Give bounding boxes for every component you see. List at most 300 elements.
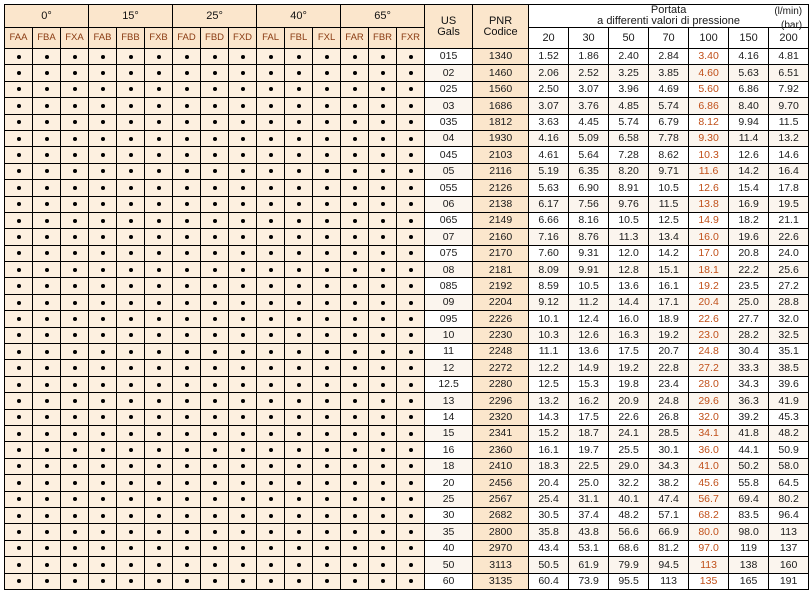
availability-dot-cell xyxy=(397,311,425,327)
availability-dot-cell xyxy=(369,344,397,360)
dot-icon xyxy=(325,153,329,157)
dot-icon xyxy=(45,104,49,108)
dot-icon xyxy=(381,579,385,583)
dot-icon xyxy=(409,186,413,190)
availability-dot-cell xyxy=(145,262,173,278)
flow-cell-100bar: 13.8 xyxy=(689,196,729,212)
nozzle-flow-table xyxy=(4,4,809,590)
dot-icon xyxy=(409,530,413,534)
flow-cell-30bar: 17.5 xyxy=(569,409,609,425)
flow-cell-200bar: 27.2 xyxy=(769,278,809,294)
flow-cell-20bar: 8.09 xyxy=(529,262,569,278)
dot-icon xyxy=(185,87,189,91)
flow-cell-200bar: 58.0 xyxy=(769,458,809,474)
availability-dot-cell xyxy=(173,442,201,458)
dot-icon xyxy=(269,235,273,239)
availability-dot-cell xyxy=(341,376,369,392)
dot-icon xyxy=(381,235,385,239)
dot-icon xyxy=(129,120,133,124)
availability-dot-cell xyxy=(61,212,89,228)
dot-icon xyxy=(17,481,21,485)
availability-dot-cell xyxy=(33,163,61,179)
table-row xyxy=(5,540,809,556)
dot-icon xyxy=(129,153,133,157)
flow-cell-70bar: 12.5 xyxy=(649,212,689,228)
availability-dot-cell xyxy=(397,49,425,65)
dot-icon xyxy=(241,120,245,124)
dot-icon xyxy=(241,251,245,255)
availability-dot-cell xyxy=(397,376,425,392)
availability-dot-cell xyxy=(313,475,341,491)
flow-cell-50bar: 10.5 xyxy=(609,212,649,228)
availability-dot-cell xyxy=(117,294,145,310)
availability-dot-cell xyxy=(285,196,313,212)
flow-cell-100bar: 56.7 xyxy=(689,491,729,507)
flow-cell-50bar: 29.0 xyxy=(609,458,649,474)
dot-icon xyxy=(45,514,49,518)
dot-icon xyxy=(45,120,49,124)
pressure-header-200: 200 xyxy=(769,28,809,49)
dot-icon xyxy=(101,383,105,387)
flow-cell-20bar: 3.07 xyxy=(529,98,569,114)
code-FAA: FAA xyxy=(5,28,33,49)
availability-dot-cell xyxy=(5,278,33,294)
dot-icon xyxy=(157,202,161,206)
availability-dot-cell xyxy=(61,458,89,474)
availability-dot-cell xyxy=(145,114,173,130)
dot-icon xyxy=(325,317,329,321)
dot-icon xyxy=(73,137,77,141)
dot-icon xyxy=(45,579,49,583)
flow-cell-150bar: 39.2 xyxy=(729,409,769,425)
availability-dot-cell xyxy=(117,278,145,294)
dot-icon xyxy=(269,448,273,452)
availability-dot-cell xyxy=(173,180,201,196)
dot-icon xyxy=(269,497,273,501)
flow-cell-70bar: 10.5 xyxy=(649,180,689,196)
dot-icon xyxy=(73,563,77,567)
dot-icon xyxy=(45,284,49,288)
pnr-code-cell: 1812 xyxy=(473,114,529,130)
availability-dot-cell xyxy=(201,245,229,261)
dot-icon xyxy=(325,530,329,534)
flow-cell-150bar: 28.2 xyxy=(729,327,769,343)
pnr-code-cell: 2970 xyxy=(473,540,529,556)
dot-icon xyxy=(45,399,49,403)
dot-icon xyxy=(353,55,357,59)
flow-cell-150bar: 33.3 xyxy=(729,360,769,376)
us-gals-cell: 065 xyxy=(425,212,473,228)
dot-icon xyxy=(213,514,217,518)
dot-icon xyxy=(381,251,385,255)
flow-cell-150bar: 12.6 xyxy=(729,147,769,163)
dot-icon xyxy=(129,432,133,436)
availability-dot-cell xyxy=(145,344,173,360)
availability-dot-cell xyxy=(257,294,285,310)
dot-icon xyxy=(353,350,357,354)
availability-dot-cell xyxy=(61,180,89,196)
flow-cell-50bar: 3.25 xyxy=(609,65,649,81)
dot-icon xyxy=(241,186,245,190)
dot-icon xyxy=(129,366,133,370)
dot-icon xyxy=(353,104,357,108)
flow-cell-200bar: 137 xyxy=(769,540,809,556)
availability-dot-cell xyxy=(5,212,33,228)
dot-icon xyxy=(73,186,77,190)
availability-dot-cell xyxy=(257,81,285,97)
flow-cell-150bar: 69.4 xyxy=(729,491,769,507)
dot-icon xyxy=(353,579,357,583)
dot-icon xyxy=(325,366,329,370)
dot-icon xyxy=(17,514,21,518)
availability-dot-cell xyxy=(313,278,341,294)
availability-dot-cell xyxy=(369,262,397,278)
dot-icon xyxy=(45,268,49,272)
dot-icon xyxy=(45,497,49,501)
availability-dot-cell xyxy=(285,475,313,491)
dot-icon xyxy=(157,169,161,173)
flow-cell-30bar: 6.90 xyxy=(569,180,609,196)
dot-icon xyxy=(185,530,189,534)
dot-icon xyxy=(381,301,385,305)
availability-dot-cell xyxy=(117,147,145,163)
dot-icon xyxy=(185,202,189,206)
flow-cell-30bar: 16.2 xyxy=(569,393,609,409)
availability-dot-cell xyxy=(89,327,117,343)
dot-icon xyxy=(45,481,49,485)
dot-icon xyxy=(213,120,217,124)
us-gals-cell: 11 xyxy=(425,344,473,360)
dot-icon xyxy=(185,415,189,419)
availability-dot-cell xyxy=(201,507,229,523)
availability-dot-cell xyxy=(145,458,173,474)
availability-dot-cell xyxy=(369,393,397,409)
flow-cell-70bar: 19.2 xyxy=(649,327,689,343)
availability-dot-cell xyxy=(61,245,89,261)
dot-icon xyxy=(213,383,217,387)
dot-icon xyxy=(409,333,413,337)
availability-dot-cell xyxy=(397,393,425,409)
availability-dot-cell xyxy=(229,114,257,130)
code-FBB: FBB xyxy=(117,28,145,49)
availability-dot-cell xyxy=(61,294,89,310)
availability-dot-cell xyxy=(397,65,425,81)
table-row xyxy=(5,491,809,507)
dot-icon xyxy=(325,251,329,255)
availability-dot-cell xyxy=(257,475,285,491)
dot-icon xyxy=(325,481,329,485)
availability-dot-cell xyxy=(89,65,117,81)
dot-icon xyxy=(241,71,245,75)
pnr-code-cell: 1560 xyxy=(473,81,529,97)
table-row xyxy=(5,442,809,458)
availability-dot-cell xyxy=(61,442,89,458)
availability-dot-cell xyxy=(145,65,173,81)
availability-dot-cell xyxy=(341,229,369,245)
flow-cell-200bar: 39.6 xyxy=(769,376,809,392)
dot-icon xyxy=(269,383,273,387)
dot-icon xyxy=(17,432,21,436)
table-row xyxy=(5,163,809,179)
dot-icon xyxy=(409,71,413,75)
availability-dot-cell xyxy=(173,196,201,212)
dot-icon xyxy=(17,415,21,419)
dot-icon xyxy=(101,153,105,157)
availability-dot-cell xyxy=(341,180,369,196)
availability-dot-cell xyxy=(369,360,397,376)
availability-dot-cell xyxy=(341,196,369,212)
us-gals-cell: 07 xyxy=(425,229,473,245)
portata-header xyxy=(529,4,809,31)
dot-icon xyxy=(129,284,133,288)
flow-cell-20bar: 1.52 xyxy=(529,49,569,65)
availability-dot-cell xyxy=(341,130,369,146)
portata-subtitle: a differenti valori di pressione xyxy=(597,15,741,27)
table-row xyxy=(5,196,809,212)
dot-icon xyxy=(157,333,161,337)
dot-icon xyxy=(73,317,77,321)
dot-icon xyxy=(129,530,133,534)
dot-icon xyxy=(17,383,21,387)
pnr-code-cell: 1930 xyxy=(473,130,529,146)
dot-icon xyxy=(17,546,21,550)
dot-icon xyxy=(45,464,49,468)
availability-dot-cell xyxy=(397,229,425,245)
dot-icon xyxy=(213,464,217,468)
us-gals-cell: 40 xyxy=(425,540,473,556)
pnr-code-cell: 1460 xyxy=(473,65,529,81)
dot-icon xyxy=(101,137,105,141)
availability-dot-cell xyxy=(33,130,61,146)
availability-dot-cell xyxy=(173,524,201,540)
flow-cell-150bar: 34.3 xyxy=(729,376,769,392)
us-gals-cell: 095 xyxy=(425,311,473,327)
availability-dot-cell xyxy=(173,212,201,228)
code-FXD: FXD xyxy=(229,28,257,49)
dot-icon xyxy=(101,448,105,452)
dot-icon xyxy=(409,55,413,59)
availability-dot-cell xyxy=(341,442,369,458)
availability-dot-cell xyxy=(313,507,341,523)
availability-dot-cell xyxy=(257,344,285,360)
code-FXL: FXL xyxy=(313,28,341,49)
dot-icon xyxy=(101,464,105,468)
availability-dot-cell xyxy=(257,540,285,556)
table-row xyxy=(5,229,809,245)
flow-cell-200bar: 24.0 xyxy=(769,245,809,261)
availability-dot-cell xyxy=(341,49,369,65)
flow-cell-70bar: 13.4 xyxy=(649,229,689,245)
table-row xyxy=(5,376,809,392)
availability-dot-cell xyxy=(33,458,61,474)
dot-icon xyxy=(45,235,49,239)
availability-dot-cell xyxy=(397,196,425,212)
flow-cell-20bar: 2.50 xyxy=(529,81,569,97)
us-gals-header xyxy=(425,5,473,49)
pnr-code-cell: 2296 xyxy=(473,393,529,409)
availability-dot-cell xyxy=(61,393,89,409)
availability-dot-cell xyxy=(229,376,257,392)
pnr-code-cell: 2272 xyxy=(473,360,529,376)
dot-icon xyxy=(241,350,245,354)
availability-dot-cell xyxy=(397,573,425,589)
dot-icon xyxy=(297,186,301,190)
dot-icon xyxy=(269,186,273,190)
flow-cell-150bar: 44.1 xyxy=(729,442,769,458)
dot-icon xyxy=(101,71,105,75)
availability-dot-cell xyxy=(173,245,201,261)
availability-dot-cell xyxy=(5,245,33,261)
flow-cell-100bar: 135 xyxy=(689,573,729,589)
availability-dot-cell xyxy=(229,278,257,294)
table-row xyxy=(5,278,809,294)
dot-icon xyxy=(353,546,357,550)
flow-cell-50bar: 16.0 xyxy=(609,311,649,327)
dot-icon xyxy=(241,464,245,468)
flow-cell-50bar: 3.96 xyxy=(609,81,649,97)
dot-icon xyxy=(213,186,217,190)
dot-icon xyxy=(185,71,189,75)
dot-icon xyxy=(157,55,161,59)
dot-icon xyxy=(129,464,133,468)
dot-icon xyxy=(297,219,301,223)
table-row xyxy=(5,409,809,425)
dot-icon xyxy=(213,87,217,91)
code-FAR: FAR xyxy=(341,28,369,49)
dot-icon xyxy=(325,186,329,190)
availability-dot-cell xyxy=(117,180,145,196)
availability-dot-cell xyxy=(257,442,285,458)
dot-icon xyxy=(409,432,413,436)
dot-icon xyxy=(409,137,413,141)
spec-sheet xyxy=(0,4,803,592)
dot-icon xyxy=(409,120,413,124)
availability-dot-cell xyxy=(341,475,369,491)
flow-cell-20bar: 35.8 xyxy=(529,524,569,540)
availability-dot-cell xyxy=(285,360,313,376)
dot-icon xyxy=(157,546,161,550)
flow-cell-20bar: 4.16 xyxy=(529,130,569,146)
availability-dot-cell xyxy=(257,114,285,130)
availability-dot-cell xyxy=(89,98,117,114)
dot-icon xyxy=(185,350,189,354)
dot-icon xyxy=(73,268,77,272)
dot-icon xyxy=(409,268,413,272)
flow-cell-50bar: 16.3 xyxy=(609,327,649,343)
flow-cell-30bar: 1.86 xyxy=(569,49,609,65)
availability-dot-cell xyxy=(61,262,89,278)
dot-icon xyxy=(157,71,161,75)
us-gals-cell: 075 xyxy=(425,245,473,261)
dot-icon xyxy=(157,104,161,108)
dot-icon xyxy=(213,481,217,485)
dot-icon xyxy=(129,55,133,59)
availability-dot-cell xyxy=(397,360,425,376)
availability-dot-cell xyxy=(33,278,61,294)
availability-dot-cell xyxy=(5,262,33,278)
dot-icon xyxy=(157,251,161,255)
availability-dot-cell xyxy=(117,114,145,130)
dot-icon xyxy=(101,399,105,403)
dot-icon xyxy=(353,464,357,468)
flow-cell-150bar: 138 xyxy=(729,557,769,573)
flow-cell-100bar: 16.0 xyxy=(689,229,729,245)
availability-dot-cell xyxy=(369,196,397,212)
us-gals-cell: 60 xyxy=(425,573,473,589)
dot-icon xyxy=(129,251,133,255)
availability-dot-cell xyxy=(173,409,201,425)
availability-dot-cell xyxy=(117,425,145,441)
code-FXA: FXA xyxy=(61,28,89,49)
availability-dot-cell xyxy=(145,294,173,310)
flow-cell-30bar: 5.64 xyxy=(569,147,609,163)
flow-cell-70bar: 34.3 xyxy=(649,458,689,474)
availability-dot-cell xyxy=(33,475,61,491)
dot-icon xyxy=(381,497,385,501)
availability-dot-cell xyxy=(201,262,229,278)
dot-icon xyxy=(269,415,273,419)
dot-icon xyxy=(185,235,189,239)
dot-icon xyxy=(157,481,161,485)
dot-icon xyxy=(269,399,273,403)
dot-icon xyxy=(157,514,161,518)
pnr-code-cell: 3135 xyxy=(473,573,529,589)
availability-dot-cell xyxy=(313,130,341,146)
availability-dot-cell xyxy=(257,196,285,212)
availability-dot-cell xyxy=(117,49,145,65)
availability-dot-cell xyxy=(369,114,397,130)
availability-dot-cell xyxy=(173,344,201,360)
flow-cell-150bar: 30.4 xyxy=(729,344,769,360)
flow-cell-150bar: 119 xyxy=(729,540,769,556)
flow-cell-30bar: 12.4 xyxy=(569,311,609,327)
flow-cell-100bar: 5.60 xyxy=(689,81,729,97)
flow-cell-150bar: 16.9 xyxy=(729,196,769,212)
dot-icon xyxy=(101,87,105,91)
availability-dot-cell xyxy=(33,507,61,523)
dot-icon xyxy=(381,432,385,436)
availability-dot-cell xyxy=(341,311,369,327)
availability-dot-cell xyxy=(173,573,201,589)
pnr-code-cell: 2204 xyxy=(473,294,529,310)
availability-dot-cell xyxy=(61,196,89,212)
dot-icon xyxy=(325,268,329,272)
dot-icon xyxy=(409,448,413,452)
dot-icon xyxy=(241,268,245,272)
dot-icon xyxy=(101,366,105,370)
availability-dot-cell xyxy=(173,65,201,81)
flow-cell-70bar: 38.2 xyxy=(649,475,689,491)
flow-cell-70bar: 113 xyxy=(649,573,689,589)
availability-dot-cell xyxy=(89,425,117,441)
dot-icon xyxy=(185,120,189,124)
code-FBD: FBD xyxy=(201,28,229,49)
availability-dot-cell xyxy=(201,475,229,491)
availability-dot-cell xyxy=(145,81,173,97)
dot-icon xyxy=(157,579,161,583)
dot-icon xyxy=(297,202,301,206)
flow-cell-30bar: 22.5 xyxy=(569,458,609,474)
dot-icon xyxy=(129,350,133,354)
dot-icon xyxy=(381,563,385,567)
dot-icon xyxy=(409,235,413,239)
us-gals-cell: 16 xyxy=(425,442,473,458)
availability-dot-cell xyxy=(369,294,397,310)
availability-dot-cell xyxy=(369,147,397,163)
flow-cell-20bar: 16.1 xyxy=(529,442,569,458)
availability-dot-cell xyxy=(201,114,229,130)
dot-icon xyxy=(101,497,105,501)
